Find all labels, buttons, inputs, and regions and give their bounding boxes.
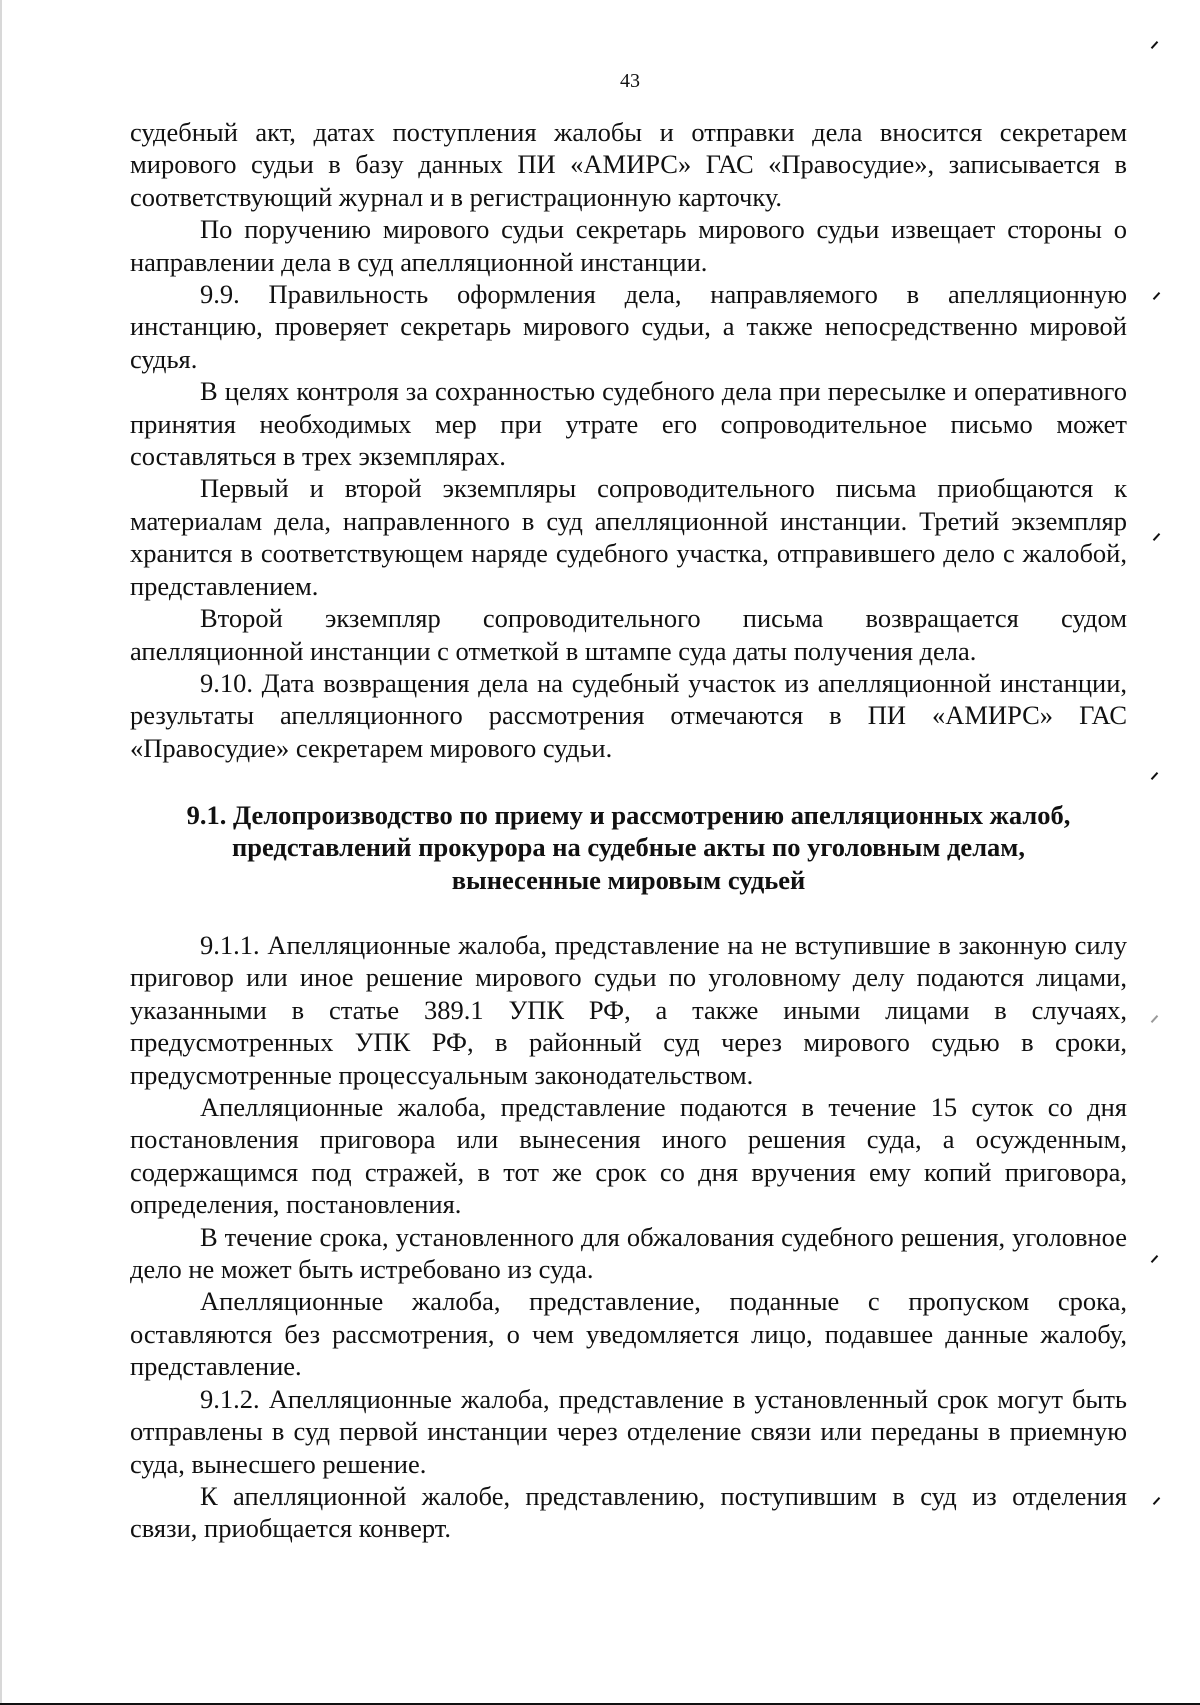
section-heading-line: вынесенные мировым судьей: [451, 864, 806, 895]
page-number: 43: [620, 70, 640, 92]
scan-left-edge: [0, 0, 2, 1705]
margin-tick-mark: [1153, 1497, 1161, 1505]
paragraph-continued: судебный акт, датах поступления жалобы и отправки дела вносится секретарем мирового судьи в базу данных ПИ «АМИРС» ГАС «Правосудие», записывается в соответствующий журнал и в регистрационную карточку.: [130, 117, 1127, 212]
text-block-top: [130, 116, 1127, 764]
section-heading-line: 9.1. Делопроизводство по приему и рассмотрению апелляционных жалоб,: [186, 800, 1071, 830]
paragraph: Апелляционные жалоба, представление, поданные с пропуском срока, оставляются без рассмотрения, о чем уведомляется лицо, подавшее данные жалобу, представление.: [130, 1286, 1127, 1382]
section-heading-line: представлений прокурора на судебные акты по уголовным делам,: [232, 832, 1025, 863]
paragraph: К апелляционной жалобе, представлению, поступившим в суд из отделения связи, приобщается конверт.: [130, 1480, 1127, 1544]
paragraph-9-9: 9.9. Правильность оформления дела, направляемого в апелляционную инстанцию, проверяет секретарь мирового судьи, а также непосредственно мировой судья.: [130, 279, 1127, 374]
paragraph: Апелляционные жалоба, представление подаются в течение 15 суток со дня постановления приговора или вынесения иного решения суда, а осужденным, содержащимся под стражей, в тот же срок со дня вручения ему копий приговора, определения, постановления.: [130, 1092, 1127, 1220]
margin-tick-mark: [1151, 1255, 1159, 1263]
paragraph: В течение срока, установленного для обжалования судебного решения, уголовное дело не может быть истребовано из суда.: [130, 1221, 1127, 1285]
margin-tick-mark: [1153, 533, 1161, 541]
paragraph: Первый и второй экземпляры сопроводительного письма приобщаются к материалам дела, направленного в суд апелляционной инстанции. Третий экземпляр хранится в соответствующем наряде судебного участка, отправившего дело с жалобой, представлением.: [130, 473, 1127, 601]
text-block-bottom: [130, 929, 1127, 1545]
paragraph: По поручению мирового судьи секретарь мирового судьи извещает стороны о направлении дела в суд апелляционной инстанции.: [130, 214, 1127, 277]
margin-tick-mark: [1151, 1015, 1159, 1023]
paragraph: В целях контроля за сохранностью судебного дела при пересылке и оперативного принятия необходимых мер при утрате его сопроводительное письмо может составляться в трех экземплярах.: [130, 376, 1127, 472]
margin-tick-mark: [1153, 292, 1161, 300]
paragraph-9-1-1: 9.1.1. Апелляционные жалоба, представление на не вступившие в законную силу приговор или иное решение мирового судьи по уголовному делу подаются лицами, указанными в статье 389.1 УПК РФ, а также иными лицами в случаях, предусмотренных УПК РФ, в районный суд через мирового судью в сроки, предусмотренные процессуальным законодательством.: [130, 930, 1127, 1090]
paragraph-9-10: 9.10. Дата возвращения дела на судебный участок из апелляционной инстанции, результаты апелляционного рассмотрения отмечаются в ПИ «АМИРС» ГАС «Правосудие» секретарем мирового судьи.: [130, 667, 1127, 763]
section-heading: [130, 799, 1127, 896]
margin-tick-mark: [1151, 41, 1159, 49]
paragraph-9-1-2: 9.1.2. Апелляционные жалоба, представление в установленный срок могут быть отправлены в суд первой инстанции через отделение связи или переданы в приемную суда, вынесшего решение.: [130, 1383, 1127, 1479]
margin-tick-mark: [1151, 772, 1159, 780]
paragraph: Второй экземпляр сопроводительного письма возвращается судом апелляционной инстанции с отметкой в штампе суда даты получения дела.: [130, 603, 1127, 666]
